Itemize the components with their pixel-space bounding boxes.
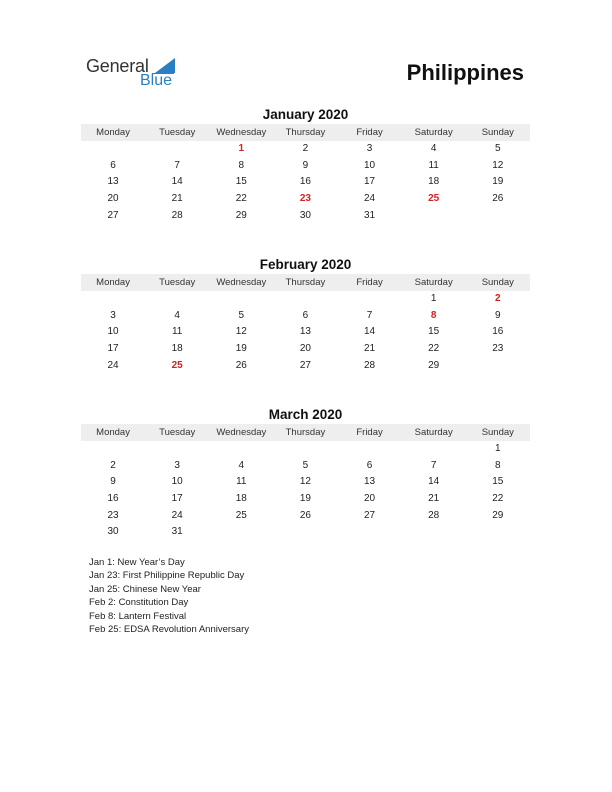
day-cell: 13 [107, 176, 119, 188]
day-cell [466, 524, 530, 541]
day-cell [338, 441, 402, 458]
weekday-header: Tuesday [145, 274, 209, 291]
day-cell: 18 [428, 176, 440, 188]
holiday-note: Jan 1: New Year’s Day [89, 557, 185, 568]
day-cell: 24 [171, 509, 183, 521]
holiday-note: Feb 2: Constitution Day [89, 597, 189, 609]
day-cell: 4 [430, 143, 437, 154]
holiday-note: Feb 8: Lantern Festival [89, 610, 187, 622]
logo-blue-text: Blue [140, 72, 173, 89]
day-cell: 21 [428, 493, 440, 505]
day-cell: 30 [299, 209, 311, 221]
day-cell: 18 [171, 343, 183, 355]
day-cell: 4 [238, 459, 245, 471]
weekday-header: Wednesday [209, 124, 273, 141]
day-cell: 29 [428, 359, 440, 371]
day-cell: 2 [495, 293, 501, 304]
day-cell: 26 [235, 359, 247, 371]
day-cell: 3 [174, 459, 180, 471]
day-cell: 25 [171, 359, 183, 371]
holiday-note: Jan 23: First Philippine Republic Day [89, 570, 245, 582]
weekday-header: Monday [81, 424, 145, 441]
day-cell: 7 [174, 159, 180, 171]
weekday-header: Thursday [273, 124, 337, 141]
day-cell: 11 [171, 326, 183, 338]
day-cell: 15 [428, 326, 440, 338]
month-february [81, 256, 530, 374]
day-cell: 12 [492, 159, 504, 171]
weekday-header: Tuesday [145, 424, 209, 441]
day-cell: 26 [299, 509, 311, 521]
day-cell: 27 [299, 359, 311, 371]
weekday-header: Saturday [402, 274, 466, 291]
country-title: Philippines [406, 60, 524, 85]
calendar-grid [81, 424, 530, 541]
day-cell: 5 [238, 309, 245, 321]
day-cell: 15 [492, 476, 504, 488]
day-cell: 17 [171, 493, 183, 505]
day-cell: 17 [107, 343, 119, 355]
day-cell [273, 441, 337, 458]
day-cell [338, 524, 402, 541]
day-cell [273, 291, 337, 308]
day-cell [402, 524, 466, 541]
holiday-note: Jan 25: Chinese New Year [89, 583, 201, 595]
day-cell: 25 [235, 509, 247, 521]
weekday-header: Monday [81, 274, 145, 291]
day-cell: 9 [302, 159, 309, 171]
day-cell: 31 [364, 209, 376, 221]
day-cell: 20 [107, 193, 119, 205]
day-cell: 24 [364, 193, 376, 205]
day-cell [209, 291, 273, 308]
day-cell: 10 [364, 159, 376, 171]
weekday-header: Wednesday [209, 274, 273, 291]
day-cell: 7 [430, 459, 437, 471]
month-title: March 2020 [268, 407, 343, 422]
day-cell: 27 [107, 209, 119, 221]
day-cell [209, 524, 273, 541]
month-march [81, 406, 530, 541]
day-cell: 8 [430, 309, 437, 321]
day-cell: 29 [492, 509, 504, 521]
weekday-header: Monday [81, 124, 145, 141]
day-cell: 28 [364, 359, 376, 371]
day-cell: 31 [171, 526, 183, 538]
day-cell: 1 [495, 443, 501, 454]
weekday-header: Wednesday [209, 424, 273, 441]
holiday-notes [89, 556, 249, 636]
day-cell [145, 441, 209, 458]
logo-triangle-icon [155, 58, 175, 73]
day-cell [466, 358, 530, 375]
day-cell: 5 [495, 143, 501, 154]
day-cell: 27 [364, 509, 376, 521]
day-cell: 7 [366, 309, 373, 321]
day-cell [402, 208, 466, 225]
day-cell: 3 [110, 309, 116, 321]
day-cell [209, 441, 273, 458]
day-cell: 13 [364, 476, 376, 488]
weekday-header: Sunday [466, 274, 530, 291]
day-cell: 6 [110, 159, 116, 171]
day-cell: 9 [110, 476, 116, 488]
day-cell: 20 [299, 343, 311, 355]
day-cell: 19 [235, 343, 247, 355]
day-cell: 30 [107, 526, 119, 538]
day-cell: 23 [492, 343, 504, 355]
day-cell: 21 [171, 193, 183, 205]
day-cell: 2 [302, 143, 309, 154]
day-cell: 18 [235, 493, 247, 505]
day-cell: 28 [171, 209, 183, 221]
day-cell [81, 291, 145, 308]
day-cell: 23 [299, 193, 311, 205]
day-cell: 22 [492, 493, 504, 505]
day-cell [273, 524, 337, 541]
weekday-header: Sunday [466, 124, 530, 141]
day-cell: 3 [366, 143, 373, 154]
day-cell: 1 [238, 143, 245, 154]
weekday-header: Tuesday [145, 124, 209, 141]
day-cell: 11 [236, 476, 247, 488]
day-cell: 22 [428, 343, 440, 355]
day-cell: 28 [428, 509, 440, 521]
month-title: February 2020 [259, 257, 352, 272]
day-cell: 29 [235, 209, 247, 221]
day-cell: 9 [495, 309, 501, 321]
day-cell: 15 [235, 176, 247, 188]
day-cell: 22 [235, 193, 247, 205]
weekday-header: Saturday [402, 124, 466, 141]
day-cell: 8 [238, 159, 245, 171]
day-cell: 10 [107, 326, 119, 338]
day-cell: 14 [428, 476, 440, 488]
day-cell: 4 [174, 309, 180, 321]
holiday-note: Feb 25: EDSA Revolution Anniversary [89, 623, 250, 635]
day-cell [81, 441, 145, 458]
day-cell: 6 [302, 309, 309, 321]
day-cell [338, 291, 402, 308]
logo-general-text: General [86, 56, 149, 76]
day-cell [402, 441, 466, 458]
day-cell [145, 141, 209, 158]
brand-logo [86, 56, 186, 92]
day-cell: 25 [428, 193, 440, 205]
month-january [81, 106, 530, 224]
weekday-header: Saturday [402, 424, 466, 441]
calendar-grid [81, 274, 530, 374]
day-cell: 19 [299, 493, 311, 505]
day-cell: 17 [364, 176, 376, 188]
day-cell: 24 [107, 359, 119, 371]
day-cell: 1 [430, 293, 437, 304]
day-cell: 16 [107, 493, 119, 505]
day-cell: 14 [171, 176, 183, 188]
weekday-header: Friday [338, 274, 402, 291]
day-cell: 11 [428, 159, 439, 171]
day-cell: 10 [171, 476, 183, 488]
day-cell: 2 [110, 459, 116, 471]
day-cell [466, 208, 530, 225]
day-cell: 6 [366, 459, 373, 471]
weekday-header: Friday [338, 424, 402, 441]
day-cell: 14 [364, 326, 376, 338]
day-cell [81, 141, 145, 158]
day-cell [145, 291, 209, 308]
weekday-header: Friday [338, 124, 402, 141]
day-cell: 12 [299, 476, 311, 488]
month-title: January 2020 [262, 107, 349, 122]
calendar-grid [81, 124, 530, 224]
day-cell: 20 [364, 493, 376, 505]
day-cell: 26 [492, 193, 504, 205]
day-cell: 19 [492, 176, 504, 188]
weekday-header: Thursday [273, 274, 337, 291]
day-cell: 5 [302, 459, 309, 471]
day-cell: 21 [364, 343, 376, 355]
weekday-header: Thursday [273, 424, 337, 441]
day-cell: 13 [299, 326, 311, 338]
day-cell: 16 [492, 326, 504, 338]
day-cell: 23 [107, 509, 119, 521]
day-cell: 12 [235, 326, 247, 338]
weekday-header: Sunday [466, 424, 530, 441]
day-cell: 8 [495, 459, 501, 471]
day-cell: 16 [299, 176, 311, 188]
